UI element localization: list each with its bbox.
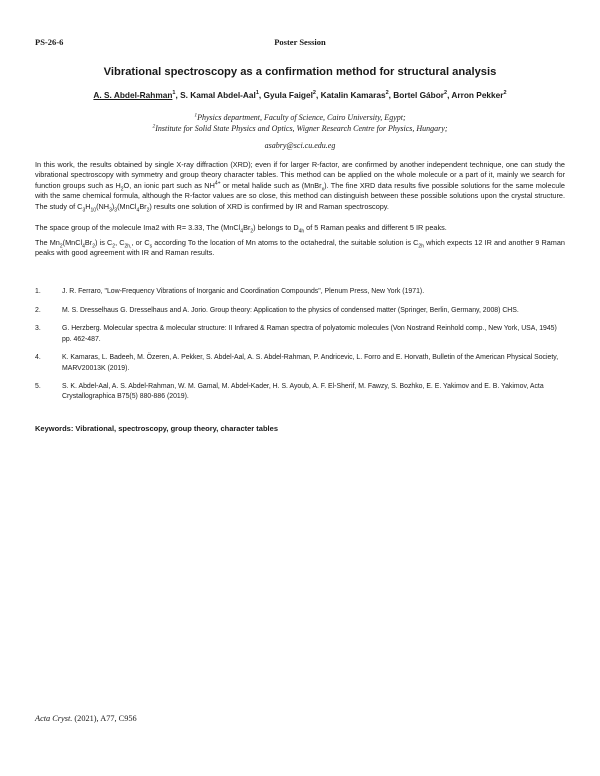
affiliation-mark: 2 [312, 90, 316, 97]
keywords: Keywords: Vibrational, spectroscopy, group theory, character tables [35, 424, 278, 433]
affiliation-mark: 2 [385, 90, 389, 97]
affiliation-mark: 1 [172, 90, 176, 97]
author-name: Gyula Faigel [263, 90, 313, 100]
reference-item: 2. M. S. Dresselhaus G. Dresselhaus and A. Jorio. Group theory: Application to the physics of condensed matter (Springer, Berlin, Germany, 2008) CHS. [35, 306, 519, 314]
author-name: Katalin Kamaras [320, 90, 386, 100]
affiliation-mark: 2 [444, 90, 448, 97]
page-header [35, 37, 565, 51]
reference-item: 1. J. R. Ferraro, "Low-Frequency Vibrations of Inorganic and Coordination Compounds", Plenum Press, New York (1971). [35, 288, 425, 295]
author-name: S. Kamal Abdel-Aal [180, 90, 256, 100]
abstract-paragraph-3: The $Mn_2(MnCl_4Br_2)$ is $C_2$, $C_{2h,}$, or $C_s$ according To the location of Mn atoms to the octahedral, the suitable solution is $C_{2h}$ which expects 12 IR and another 9 Raman peaks with good agreement with IR and Raman results. [35, 238, 565, 258]
affiliation-mark: 1 [255, 90, 259, 97]
affiliation-1: $^1$Physics department, Faculty of Science, Cairo University, Egypt; [194, 112, 406, 122]
reference-item: 4. K. Kamaras, L. Badeeh, M. Özeren, A. Pekker, S. Abdel-Aal, A. S. Abdel-Rahman, P. Andricevic, L. Forro and E. Horvath, Bulletin of the American Physical Society, MARV20013K (2019). [35, 354, 559, 372]
author-name: Bortel Gábor [393, 90, 445, 100]
contact-email[interactable]: asabry@sci.cu.edu.eg [264, 141, 336, 150]
reference-item: 5. S. K. Abdel-Aal, A. S. Abdel-Rahman, W. M. Gamal, M. Abdel-Kader, H. S. Ayoub, A. F. El-Sherif, M. Fawzy, S. Bozhko, E. E. Yakimov and E. B. Yakimov, Acta Crystallographica B75(5) 880-886 (2019). [35, 383, 544, 401]
author-name: Arron Pekker [451, 90, 504, 100]
paper-title: Vibrational spectroscopy as a confirmation method for structural analysis [103, 66, 497, 78]
reference-list [35, 287, 565, 411]
abstract-code: PS-26-6 [35, 37, 64, 47]
journal-citation: Acta Cryst. (2021), A77, C956 [35, 714, 137, 723]
author-name: A. S. Abdel-Rahman [93, 90, 173, 100]
abstract-paragraph-2: The space group of the molecule Ima2 with R= 3.33, The $(MnCl_4Br_2)$ belongs to $D_{4h}$ of 5 Raman peaks and different 5 IR peaks. [35, 223, 447, 235]
reference-item: 3. G. Herzberg. Molecular spectra & molecular structure: II Infrared & Raman spectra of polyatomic molecules (Von Nostrand Reinhold comp., New York, USA, 1945) pp. 462-487. [35, 325, 557, 343]
affiliation-2: $^2$Institute for Solid State Physics and Optics, Wigner Research Centre for Physics, Hungary; [152, 123, 448, 133]
affiliation-mark: 2 [503, 90, 507, 97]
abstract-paragraph-1: In this work, the results obtained by single X-ray diffraction (XRD); even if for larger R-factor, are confirmed by another independent technique, one can study the vibrational spectroscopy with symmetry and group theory character tables. This method can be applied on the whole molecule or a part of it, mainly we search for function groups such as $H_2O$, an ionic part such as $NH^{4+}$ or metal halide such as (MnBr$_x$). The fine XRD data results five possible solutions for the same molecule with the same chemical formula, although the R-factor values are so close, this method can distinguish between these possible solutions upon the crystal structure. The study of $C_3H_{10}(NH_3)_3(MnCl_4Br_2)$ results one solution of XRD is confirmed by IR and Raman spectroscopy. [35, 160, 565, 214]
session-label: Poster Session [274, 37, 326, 47]
author-list: A. S. Abdel-Rahman$^1$, S. Kamal Abdel-Aal$^1$, Gyula Faigel$^2$, Katalin Kamaras$^2$, Bortel Gábor$^2$, Arron Pekker$^2$ [93, 90, 507, 100]
